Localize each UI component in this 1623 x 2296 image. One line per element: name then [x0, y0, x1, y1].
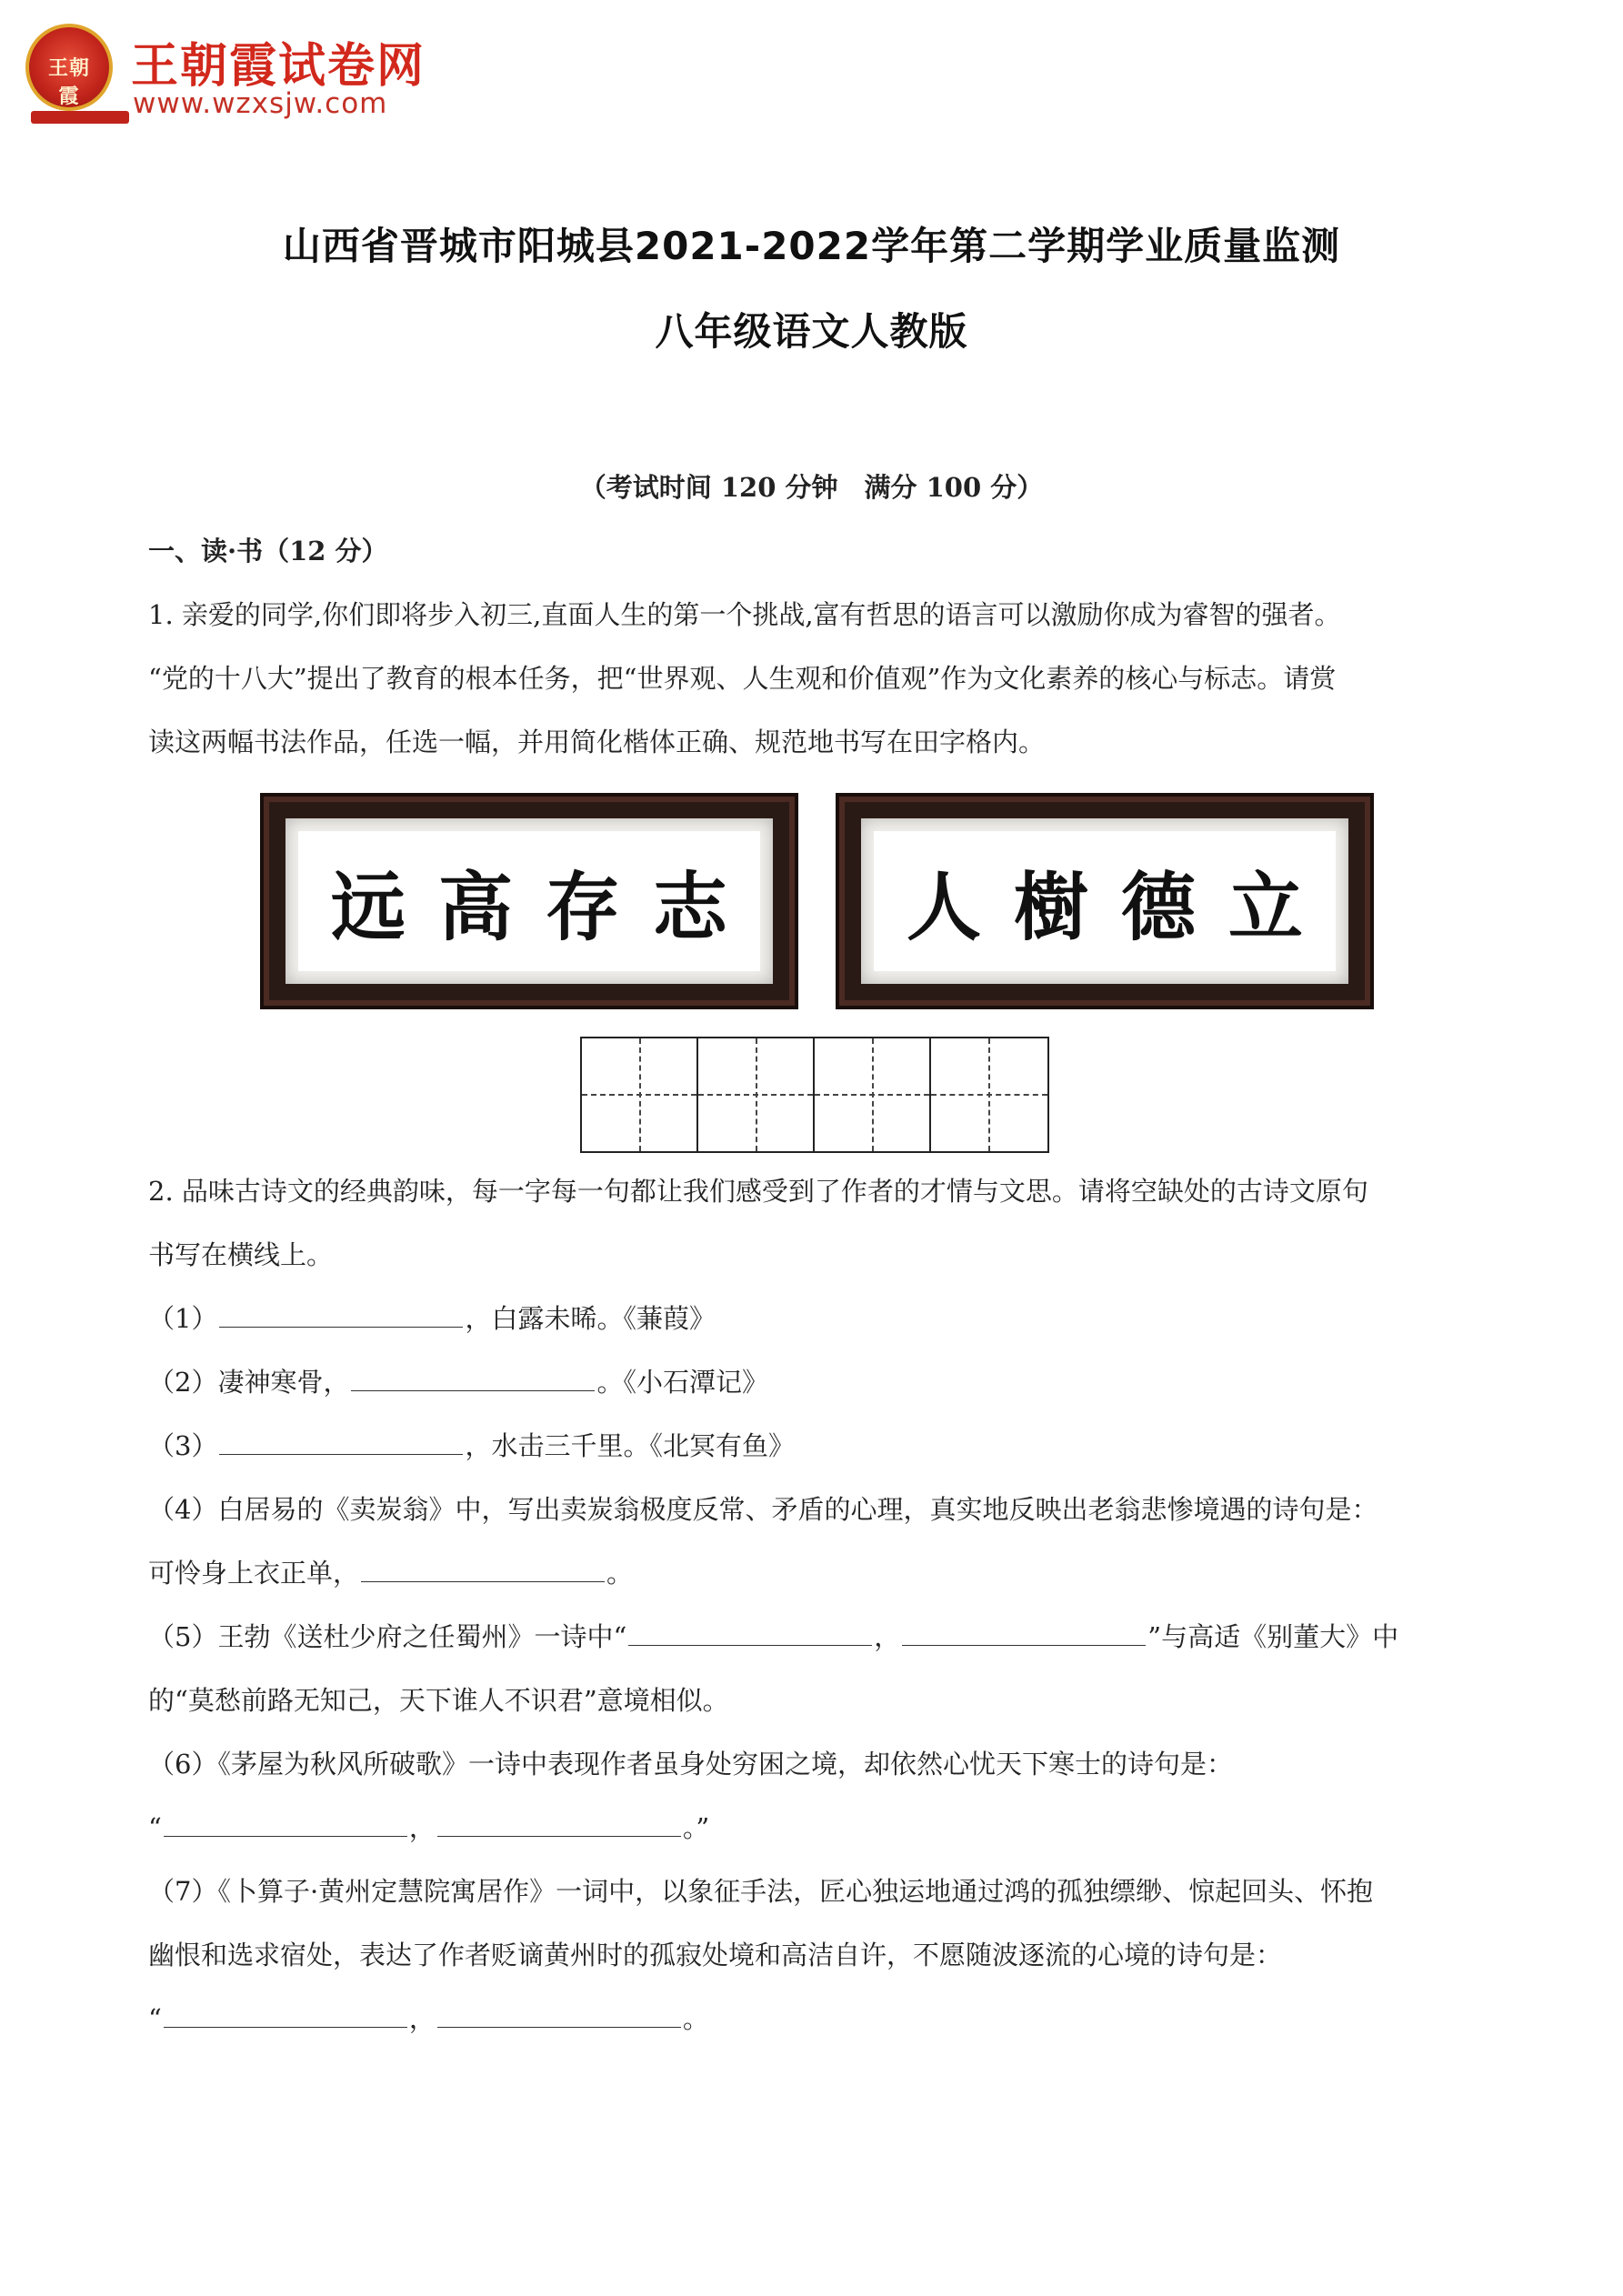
calligraphy-char: 德: [1120, 863, 1196, 951]
calligraphy-char: 远: [330, 863, 406, 951]
calligraphy-char: 立: [1227, 863, 1303, 951]
page-title: 山西省晋城市阳城县2021-2022学年第二学期学业质量监测: [282, 224, 1341, 268]
q2-line1: 2. 品味古诗文的经典韵味，每一字每一句都让我们感受到了作者的才情与文思。请将空缺处的古诗文原句: [148, 1176, 1368, 1207]
q1-line3: 读这两幅书法作品，任选一幅，并用简化楷体正确、规范地书写在田字格内。: [148, 727, 1046, 757]
answer-blank[interactable]: [902, 1619, 1146, 1646]
seal-icon: [25, 24, 113, 111]
grid-cell[interactable]: [815, 1038, 931, 1151]
site-logo: [25, 24, 426, 124]
calligraphy-char: 樹: [1013, 863, 1088, 951]
q2-item-5: （5）王勃《送杜少府之任蜀州》一诗中“ ， ”与高适《别董大》中: [148, 1621, 1399, 1652]
answer-blank[interactable]: [361, 1556, 605, 1582]
q2-item-4-text: （4）白居易的《卖炭翁》中，写出卖炭翁极度反常、矛盾的心理，真实地反映出老翁悲惨境遇的诗句是：: [148, 1494, 1378, 1525]
grid-cell[interactable]: [931, 1038, 1047, 1151]
calligraphy-text: [874, 831, 1336, 971]
calligraphy-char: 高: [437, 863, 513, 951]
q2-line2: 书写在横线上。: [148, 1239, 334, 1270]
calligraphy-char: 人: [906, 863, 981, 951]
q2-item-2: （2）凄神寒骨， 。《小石潭记》: [148, 1367, 768, 1398]
q2-item-6: “ ， 。”: [148, 1812, 710, 1843]
page-subtitle: 八年级语文人教版: [655, 309, 968, 354]
calligraphy-frame-1: [260, 793, 798, 1009]
calligraphy-char: 存: [545, 863, 620, 951]
answer-blank[interactable]: [219, 1429, 463, 1455]
answer-blank[interactable]: [628, 1619, 872, 1646]
answer-blank[interactable]: [164, 1810, 407, 1837]
section-heading: 一、读·书（12 分）: [148, 536, 388, 566]
q2-item-7-text-2: 幽恨和选求宿处，表达了作者贬谪黄州时的孤寂处境和高洁自许，不愿随波逐流的心境的诗句是：: [148, 1940, 1283, 1970]
q2-item-3: （3） ，水击三千里。《北冥有鱼》: [148, 1430, 795, 1461]
q2-item-7: “ ， 。: [148, 2003, 709, 2034]
answer-blank[interactable]: [437, 2001, 681, 2028]
q2-item-4: 可怜身上衣正单， 。: [148, 1558, 634, 1589]
exam-info: （考试时间 120 分钟 满分 100 分）: [579, 472, 1044, 503]
answer-blank[interactable]: [219, 1301, 463, 1328]
answer-blank[interactable]: [164, 2001, 407, 2028]
q1-line1: 1. 亲爱的同学,你们即将步入初三,直面人生的第一个挑战,富有哲思的语言可以激励你成为睿智的强者。: [148, 599, 1341, 630]
grid-cell[interactable]: [698, 1038, 815, 1151]
calligraphy-frame-2: [836, 793, 1374, 1009]
brand-url: www.wzxsjw.com: [133, 87, 388, 120]
q2-item-7-text: （7）《卜算子·黄州定慧院寓居作》一词中，以象征手法，匠心独运地通过鸿的孤独缥缈、惊起回头、怀抱: [148, 1876, 1374, 1907]
answer-blank[interactable]: [437, 1810, 681, 1837]
ribbon-icon: [31, 111, 129, 124]
grid-cell[interactable]: [582, 1038, 698, 1151]
q2-item-5-text: 的“莫愁前路无知己，天下谁人不识君”意境相似。: [148, 1685, 729, 1716]
writing-grid[interactable]: [580, 1037, 1049, 1153]
q1-line2: “党的十八大”提出了教育的根本任务，把“世界观、人生观和价值观”作为文化素养的核心与标志。请赏: [148, 663, 1337, 694]
q2-item-6-text: （6）《茅屋为秋风所破歌》一诗中表现作者虽身处穷困之境，却依然心忧天下寒士的诗句是：: [148, 1749, 1233, 1780]
calligraphy-char: 志: [652, 863, 727, 951]
q2-item-1: （1） ，白露未晞。《蒹葭》: [148, 1303, 716, 1334]
seal-text: 王朝霞: [47, 56, 90, 108]
calligraphy-text: [298, 831, 760, 971]
brand-name: 王朝霞试卷网: [131, 39, 426, 94]
answer-blank[interactable]: [351, 1365, 595, 1391]
